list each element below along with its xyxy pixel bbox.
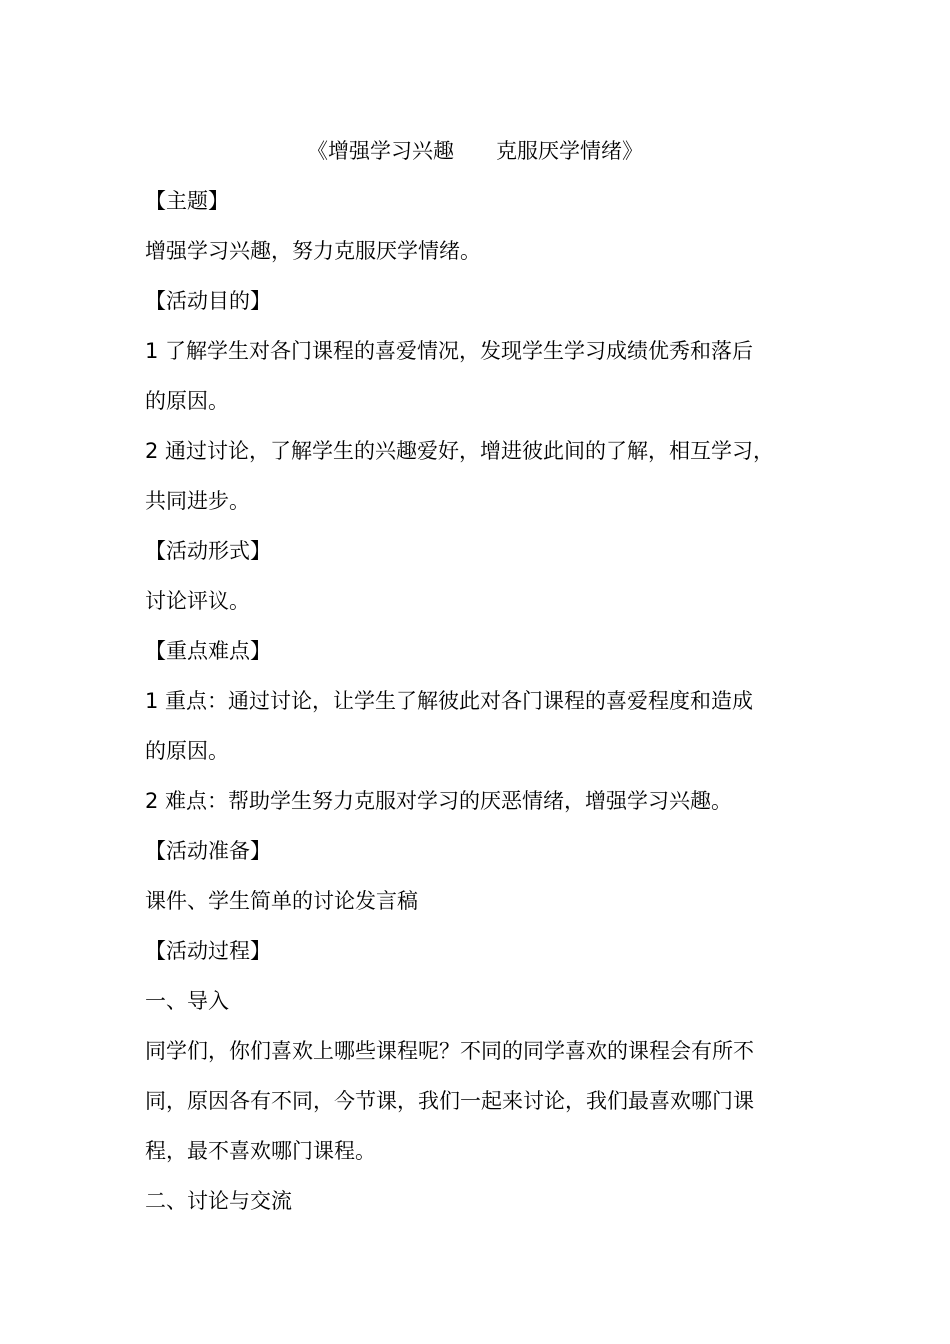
paragraph-line: 讨论评议。 bbox=[145, 589, 250, 613]
paragraph-line: 2 通过讨论，了解学生的兴趣爱好，增进彼此间的了解，相互学习， bbox=[145, 439, 775, 463]
document-title: 《增强学习兴趣 克服厌学情绪》 bbox=[307, 139, 643, 163]
section-heading-preparation: 【活动准备】 bbox=[145, 839, 271, 863]
paragraph-line: 课件、学生简单的讨论发言稿 bbox=[145, 889, 418, 913]
section-heading-key-points: 【重点难点】 bbox=[145, 639, 271, 663]
section-heading-theme: 【主题】 bbox=[145, 189, 229, 213]
subheading-intro: 一、导入 bbox=[145, 989, 229, 1013]
paragraph-line: 同学们，你们喜欢上哪些课程呢？不同的同学喜欢的课程会有所不 bbox=[145, 1039, 754, 1063]
paragraph-line: 1 重点：通过讨论，让学生了解彼此对各门课程的喜爱程度和造成 bbox=[145, 689, 754, 713]
subheading-discussion: 二、讨论与交流 bbox=[145, 1189, 292, 1213]
section-heading-format: 【活动形式】 bbox=[145, 539, 271, 563]
section-heading-process: 【活动过程】 bbox=[145, 939, 271, 963]
section-heading-purpose: 【活动目的】 bbox=[145, 289, 271, 313]
paragraph-line: 增强学习兴趣，努力克服厌学情绪。 bbox=[145, 239, 481, 263]
paragraph-line: 同，原因各有不同，今节课，我们一起来讨论，我们最喜欢哪门课 bbox=[145, 1089, 754, 1113]
paragraph-line: 2 难点：帮助学生努力克服对学习的厌恶情绪，增强学习兴趣。 bbox=[145, 789, 733, 813]
paragraph-line: 的原因。 bbox=[145, 389, 229, 413]
paragraph-line: 1 了解学生对各门课程的喜爱情况，发现学生学习成绩优秀和落后 bbox=[145, 339, 754, 363]
paragraph-line: 共同进步。 bbox=[145, 489, 250, 513]
paragraph-line: 的原因。 bbox=[145, 739, 229, 763]
paragraph-line: 程，最不喜欢哪门课程。 bbox=[145, 1139, 376, 1163]
